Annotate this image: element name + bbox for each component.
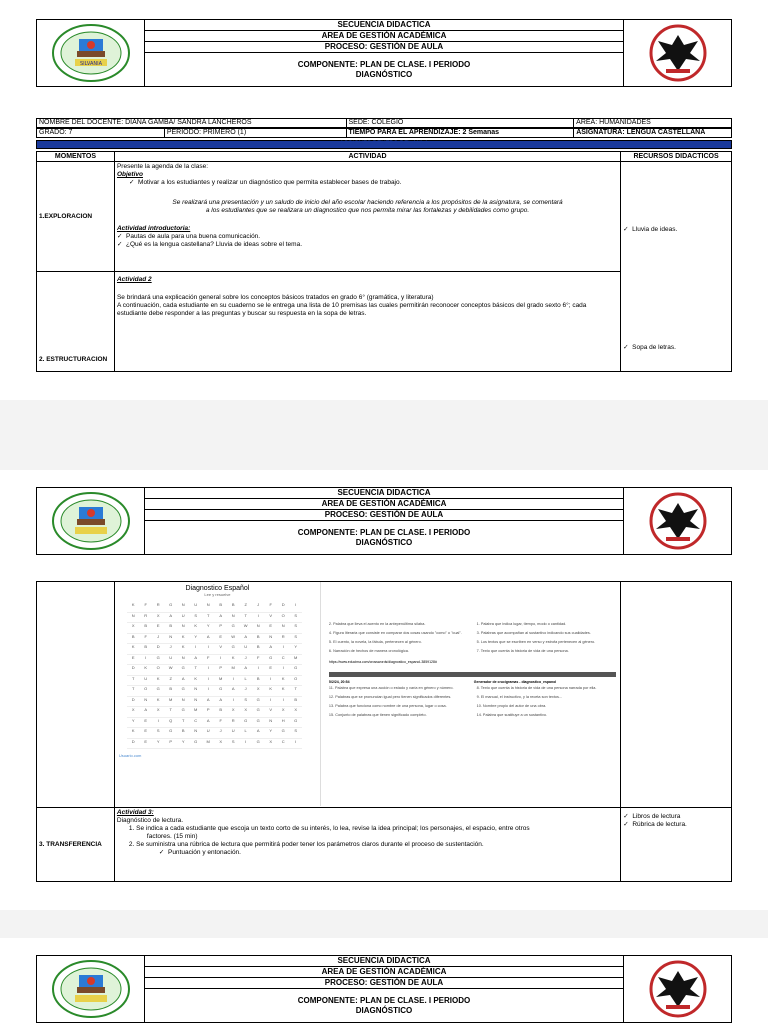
- activity-table-2: [36, 581, 732, 882]
- grid-letter: C: [277, 739, 290, 750]
- grid-letter: X: [264, 739, 277, 750]
- grid-letter: X: [277, 707, 290, 718]
- grid-letter: X: [214, 739, 227, 750]
- col-momentos: MOMENTOS: [37, 152, 115, 162]
- grid-letter: K: [177, 634, 190, 645]
- resources-3: ✓ Libros de lectura ✓ Rúbrica de lectura.: [621, 808, 732, 882]
- grid-row: [127, 739, 316, 750]
- teacher-name: NOMBRE DEL DOCENTE: DIANA GAMBA/ SANDRA LANCHEROS: [37, 119, 347, 128]
- activity-exploracion: Presente la agenda de la clase: Objetivo ✓ Motivar a los estudiantes y realizar un diagnóstico que permita establecer bases de trabajo. Se realizará una presentación y un saludo de inicio del año escolar haciendo referencia a los propósitos de la asignatura, se comentará a los estudiantes que se realizara un diagnostico que nos permita mirar las fortalezas y debilidades como grupo. Actividad introductoria: ✓ Pautas de aula para una buena comunicación. ✓ ¿Qué es la lengua castellana? Lluvia de ideas sobre el tema.: [114, 162, 620, 272]
- clue-item: 15. Conjunto de palabras que tienen significado completo.: [328, 713, 427, 717]
- grid-letter: B: [252, 634, 265, 645]
- grid-letter: W: [164, 665, 177, 676]
- grid-letter: P: [202, 707, 215, 718]
- grid-letter: F: [264, 602, 277, 613]
- grid-letter: M: [214, 676, 227, 687]
- clue-item: 11. Palabra que expresa una acción o estado y varía en género y número.: [328, 686, 454, 690]
- grid-letter: G: [177, 686, 190, 697]
- grid-letter: R: [139, 613, 152, 624]
- grid-letter: D: [127, 665, 140, 676]
- grid-letter: G: [152, 686, 165, 697]
- grid-letter: N: [177, 655, 190, 666]
- grid-letter: Y: [264, 728, 277, 739]
- grid-letter: E: [127, 655, 140, 666]
- period: PERIODO: PRIMERO (1): [164, 129, 346, 138]
- grid-letter: X: [227, 707, 240, 718]
- grid-letter: U: [227, 728, 240, 739]
- grid-letter: N: [164, 634, 177, 645]
- crossword-url[interactable]: https://www.educima.com/crosswords/diagnostico_espanol-3859128#: [328, 660, 437, 664]
- col-actividad: ACTIVIDAD: [114, 152, 620, 162]
- school-logo: [37, 20, 145, 86]
- grid-letter: E: [264, 623, 277, 634]
- grid-letter: N: [189, 686, 202, 697]
- grid-letter: O: [289, 676, 302, 687]
- grid-letter: G: [189, 739, 202, 750]
- grid-letter: T: [189, 665, 202, 676]
- header-process: PROCESO: GESTIÓN DE AULA: [145, 978, 623, 989]
- grid-letter: A: [202, 634, 215, 645]
- col-recursos: RECURSOS DIDACTICOS: [621, 152, 732, 162]
- grid-letter: W: [239, 623, 252, 634]
- letter-grid: [127, 602, 316, 749]
- learning-time: TIEMPO PARA EL APRENDIZAJE: 2 Semanas: [346, 129, 574, 138]
- grid-letter: N: [264, 634, 277, 645]
- school-logo: [37, 956, 145, 1022]
- grid-row: [127, 707, 316, 718]
- grid-row: [127, 602, 316, 613]
- grid-letter: S: [189, 613, 202, 624]
- grid-letter: F: [139, 634, 152, 645]
- grid-letter: Y: [127, 718, 140, 729]
- header-title: SECUENCIA DIDACTICA: [145, 20, 623, 31]
- grid-row: [127, 613, 316, 624]
- grid-letter: Y: [177, 739, 190, 750]
- header-process: PROCESO: GESTIÓN DE AULA: [145, 510, 623, 521]
- word-search-image: [114, 582, 620, 808]
- grid-letter: P: [164, 739, 177, 750]
- grid-letter: P: [214, 623, 227, 634]
- grid-letter: X: [252, 686, 265, 697]
- grid-letter: A: [252, 728, 265, 739]
- grid-letter: X: [152, 613, 165, 624]
- grid-letter: I: [202, 686, 215, 697]
- grid-letter: S: [227, 739, 240, 750]
- word-search-title: Diagnostico Español: [185, 585, 250, 592]
- grid-letter: I: [264, 697, 277, 708]
- grid-letter: K: [127, 602, 140, 613]
- grid-letter: X: [239, 707, 252, 718]
- coat-of-arms-logo: [623, 20, 731, 86]
- grid-letter: L: [239, 728, 252, 739]
- grid-letter: G: [177, 665, 190, 676]
- grid-letter: Q: [164, 718, 177, 729]
- clue-item: 14. Palabra que sustituye a un sustantivo.: [476, 713, 548, 717]
- grid-letter: I: [189, 644, 202, 655]
- grid-letter: G: [252, 707, 265, 718]
- grid-letter: M: [202, 739, 215, 750]
- header-diagnostic: DIAGNÓSTICO: [355, 69, 413, 79]
- grid-letter: C: [277, 655, 290, 666]
- grid-letter: E: [264, 665, 277, 676]
- print-generator: Generador de crucigramas - diagnostico_espanol: [473, 680, 557, 684]
- grid-letter: V: [264, 613, 277, 624]
- grid-letter: C: [189, 718, 202, 729]
- grid-letter: N: [264, 718, 277, 729]
- grid-row: [127, 634, 316, 645]
- grid-letter: B: [164, 623, 177, 634]
- grid-row: [127, 676, 316, 687]
- grid-letter: I: [252, 665, 265, 676]
- activity-transferencia: Actividad 3: Diagnóstico de lectura. 1. Se indica a cada estudiante que escoja un texto corto de su interés, lo lea, revise la idea principal; los personajes, el espacio, entre otros factores. (15 min) 2. Se suministra una rúbrica de lectura que permitirá poder tener los parámetros claros durante el proceso de sustentación. ✓ Puntuación y entonación.: [114, 808, 620, 882]
- grid-letter: P: [214, 665, 227, 676]
- grid-row: [127, 728, 316, 739]
- grid-letter: K: [277, 676, 290, 687]
- grid-letter: O: [277, 613, 290, 624]
- grid-letter: U: [177, 613, 190, 624]
- clue-item: 5. Los textos que se escriben en verso y estrofa pertenecen al género.: [476, 640, 596, 644]
- objective-heading: Objetivo: [116, 171, 143, 178]
- clue-item: 12. Palabras que se pronuncian igual pero tienen significados diferentes.: [328, 695, 452, 699]
- grid-letter: G: [227, 644, 240, 655]
- clue-item: 5. El cuento, la novela, la fábula, pertenecen al género.: [328, 640, 422, 644]
- grid-letter: T: [239, 613, 252, 624]
- grid-letter: A: [202, 718, 215, 729]
- coat-of-arms-logo: [623, 488, 731, 554]
- clue-item: 9. El manual, el instructivo, y la receta son textos...: [476, 695, 563, 699]
- grid-letter: I: [202, 676, 215, 687]
- grid-letter: A: [164, 613, 177, 624]
- grid-letter: A: [227, 686, 240, 697]
- grid-letter: J: [239, 686, 252, 697]
- grid-letter: G: [252, 697, 265, 708]
- grid-letter: A: [214, 697, 227, 708]
- grid-letter: S: [289, 613, 302, 624]
- grid-letter: M: [289, 655, 302, 666]
- grid-letter: E: [139, 728, 152, 739]
- grid-letter: I: [277, 644, 290, 655]
- grid-letter: B: [289, 697, 302, 708]
- grid-letter: G: [164, 602, 177, 613]
- grid-letter: I: [277, 697, 290, 708]
- grid-letter: I: [289, 739, 302, 750]
- grid-letter: K: [277, 686, 290, 697]
- clue-item: 10. Nombre propio del autor de una obra.: [476, 704, 547, 708]
- source-link[interactable]: Usuario.com: [118, 753, 142, 758]
- page-divider: [329, 672, 616, 677]
- grid-letter: M: [164, 697, 177, 708]
- grid-letter: X: [152, 707, 165, 718]
- clue-item: 2. Palabra que lleva el acento en la antepenúltima sílaba.: [328, 622, 426, 626]
- grid-letter: U: [139, 676, 152, 687]
- grid-letter: T: [127, 686, 140, 697]
- grid-letter: N: [177, 602, 190, 613]
- activity-table-1: [36, 151, 732, 372]
- header-diagnostic: DIAGNÓSTICO: [355, 1005, 413, 1015]
- grid-letter: W: [227, 634, 240, 645]
- clue-item: 13. Palabra que funciona como nombre de una persona, lugar o cosa.: [328, 704, 447, 708]
- grid-letter: G: [277, 728, 290, 739]
- grid-letter: B: [139, 623, 152, 634]
- grid-letter: Z: [239, 602, 252, 613]
- grid-letter: S: [289, 623, 302, 634]
- grid-letter: G: [264, 655, 277, 666]
- grid-letter: V: [264, 707, 277, 718]
- clue-item: 6. Narración de hechos de manera cronológica.: [328, 649, 409, 653]
- grid-letter: I: [227, 697, 240, 708]
- clue-item: 7. Texto que cuenta la historia de vida de una persona.: [476, 649, 569, 653]
- grid-letter: I: [202, 644, 215, 655]
- grid-letter: A: [177, 676, 190, 687]
- grid-letter: X: [127, 623, 140, 634]
- grid-letter: U: [239, 644, 252, 655]
- grid-letter: B: [252, 676, 265, 687]
- grid-letter: N: [202, 602, 215, 613]
- grid-letter: N: [139, 697, 152, 708]
- grid-letter: B: [214, 602, 227, 613]
- grid-letter: N: [177, 697, 190, 708]
- coat-of-arms-logo: [623, 956, 731, 1022]
- grid-letter: I: [239, 739, 252, 750]
- header-title: SECUENCIA DIDACTICA: [145, 956, 623, 967]
- grid-letter: O: [139, 686, 152, 697]
- grid-row: [127, 697, 316, 708]
- grid-letter: M: [189, 707, 202, 718]
- moment-transferencia: 3. TRANSFERENCIA: [37, 808, 115, 882]
- grid-letter: E: [139, 739, 152, 750]
- grid-letter: F: [252, 655, 265, 666]
- grid-letter: N: [189, 728, 202, 739]
- grid-letter: Y: [289, 644, 302, 655]
- resources-1: ✓ Lluvia de ideas. ✓ Sopa de letras.: [621, 162, 732, 372]
- grid-letter: K: [177, 644, 190, 655]
- grid-letter: E: [214, 634, 227, 645]
- grid-letter: A: [214, 613, 227, 624]
- grid-letter: F: [214, 718, 227, 729]
- grid-letter: D: [152, 644, 165, 655]
- grid-letter: F: [202, 655, 215, 666]
- grid-letter: J: [239, 655, 252, 666]
- grid-letter: Y: [152, 739, 165, 750]
- moment-exploracion: 1.EXPLORACION: [37, 162, 115, 272]
- document-header-3: [36, 955, 732, 1023]
- grid-letter: T: [202, 613, 215, 624]
- grid-letter: J: [164, 644, 177, 655]
- grid-letter: B: [139, 644, 152, 655]
- grid-letter: N: [127, 613, 140, 624]
- school-logo: [37, 488, 145, 554]
- grid-letter: E: [139, 718, 152, 729]
- grid-letter: J: [214, 728, 227, 739]
- grid-letter: B: [227, 602, 240, 613]
- grid-letter: U: [189, 602, 202, 613]
- grid-letter: T: [164, 707, 177, 718]
- grid-letter: K: [264, 686, 277, 697]
- grid-letter: K: [152, 676, 165, 687]
- grade: GRADO: 7: [37, 129, 165, 138]
- grid-letter: G: [227, 623, 240, 634]
- grid-letter: B: [177, 728, 190, 739]
- grid-letter: K: [127, 728, 140, 739]
- activity-2-heading: Actividad 2: [116, 276, 152, 283]
- grid-letter: V: [214, 644, 227, 655]
- grid-letter: L: [239, 676, 252, 687]
- intro-activity-heading: Actividad introductoria:: [116, 225, 191, 232]
- grid-letter: U: [164, 655, 177, 666]
- grid-letter: T: [289, 686, 302, 697]
- grid-letter: K: [139, 665, 152, 676]
- grid-letter: T: [177, 718, 190, 729]
- grid-row: [127, 644, 316, 655]
- grid-letter: A: [239, 634, 252, 645]
- header-diagnostic: DIAGNÓSTICO: [355, 537, 413, 547]
- header-component: COMPONENTE: PLAN DE CLASE. I PERIODO: [297, 995, 471, 1005]
- grid-letter: R: [152, 602, 165, 613]
- grid-letter: G: [289, 718, 302, 729]
- header-process: PROCESO: GESTIÓN DE AULA: [145, 42, 623, 53]
- grid-letter: S: [289, 634, 302, 645]
- grid-row: [127, 623, 316, 634]
- grid-letter: S: [289, 728, 302, 739]
- clue-item: 8. Texto que cuenta la historia de vida de una persona narrada por ella.: [476, 686, 597, 690]
- grid-letter: R: [227, 718, 240, 729]
- grid-row: [127, 686, 316, 697]
- grid-letter: N: [189, 697, 202, 708]
- grid-letter: A: [264, 644, 277, 655]
- clue-item: 3. Palabras que acompañan al sustantivo indicando sus cualidades.: [476, 631, 591, 635]
- grid-letter: Y: [189, 634, 202, 645]
- grid-letter: R: [277, 634, 290, 645]
- info-table: [36, 118, 732, 128]
- grid-letter: I: [214, 655, 227, 666]
- grid-row: [127, 718, 316, 729]
- grid-letter: I: [139, 655, 152, 666]
- grid-letter: G: [252, 718, 265, 729]
- grid-letter: A: [139, 707, 152, 718]
- document-header-1: [36, 19, 732, 87]
- header-area: AREA DE GESTIÓN ACADÉMICA: [145, 499, 623, 510]
- grid-letter: F: [139, 602, 152, 613]
- grid-letter: Z: [164, 676, 177, 687]
- clue-item: 1. Palabra que indica lugar, tiempo, modo o cantidad.: [476, 622, 567, 626]
- print-date: 5/2/24, 20:54: [328, 680, 350, 684]
- grid-letter: B: [214, 707, 227, 718]
- grid-letter: I: [264, 676, 277, 687]
- grid-letter: A: [202, 697, 215, 708]
- grid-letter: K: [152, 697, 165, 708]
- grid-letter: B: [252, 644, 265, 655]
- grid-letter: G: [214, 686, 227, 697]
- area: AREA: HUMANIDADES: [574, 119, 732, 128]
- grid-letter: I: [252, 613, 265, 624]
- grid-letter: S: [152, 728, 165, 739]
- grid-letter: T: [127, 676, 140, 687]
- section-bar: ACCIONES DENTRO DEL AULA: [36, 140, 732, 149]
- grid-letter: E: [152, 623, 165, 634]
- campus: SEDE: COLEGIO: [346, 119, 574, 128]
- grid-letter: K: [189, 623, 202, 634]
- grid-letter: N: [252, 623, 265, 634]
- grid-letter: X: [127, 707, 140, 718]
- word-search-panel: [115, 582, 321, 806]
- grid-letter: M: [227, 665, 240, 676]
- moment-estructuracion: 2. ESTRUCTURACION: [37, 272, 115, 372]
- grid-letter: G: [239, 718, 252, 729]
- grid-row: [127, 655, 316, 666]
- grid-letter: Y: [202, 623, 215, 634]
- grid-letter: B: [127, 634, 140, 645]
- grid-letter: I: [152, 718, 165, 729]
- grid-letter: K: [127, 644, 140, 655]
- header-component: COMPONENTE: PLAN DE CLASE. I PERIODO: [297, 527, 471, 537]
- grid-letter: J: [152, 634, 165, 645]
- grid-letter: I: [289, 602, 302, 613]
- info-table-2: [36, 128, 732, 138]
- grid-letter: N: [277, 623, 290, 634]
- grid-letter: J: [252, 602, 265, 613]
- clue-item: 4. Figura literaria que consiste en comparar dos cosas usando "como" o "cual".: [328, 631, 462, 635]
- grid-letter: G: [152, 655, 165, 666]
- activity-estructuracion: Actividad 2 Se brindará una explicación general sobre los conceptos básicos tratados en grado 6° (gramática, y literatura) A continuación, cada estudiante en su cuaderno se le entrega una lista de 10 premisas las cuales permitirán reconocer conceptos básicos del grado sexto 6°; cada estudiante debe responder a las preguntas y buscar su respuesta en la sopa de letras.: [114, 272, 620, 372]
- header-component: COMPONENTE: PLAN DE CLASE. I PERIODO: [297, 59, 471, 69]
- grid-letter: I: [202, 665, 215, 676]
- grid-letter: H: [277, 718, 290, 729]
- grid-letter: I: [277, 665, 290, 676]
- grid-letter: K: [189, 676, 202, 687]
- svg-text:SILVANIA: SILVANIA: [79, 61, 102, 67]
- grid-letter: N: [227, 613, 240, 624]
- crossword-panel: [321, 582, 620, 806]
- grid-letter: N: [177, 623, 190, 634]
- grid-letter: O: [152, 665, 165, 676]
- header-area: AREA DE GESTIÓN ACADÉMICA: [145, 967, 623, 978]
- grid-letter: D: [127, 739, 140, 750]
- activity-3-heading: Actividad 3:: [116, 809, 154, 816]
- grid-letter: A: [189, 655, 202, 666]
- grid-letter: G: [177, 707, 190, 718]
- grid-letter: A: [239, 665, 252, 676]
- grid-letter: I: [227, 676, 240, 687]
- grid-letter: G: [289, 665, 302, 676]
- grid-row: [127, 665, 316, 676]
- word-search-subtitle: Lee y resuelve: [204, 592, 231, 597]
- grid-letter: D: [277, 602, 290, 613]
- document-header-2: [36, 487, 732, 555]
- grid-letter: G: [252, 739, 265, 750]
- grid-letter: X: [289, 707, 302, 718]
- grid-letter: S: [239, 697, 252, 708]
- grid-letter: G: [164, 728, 177, 739]
- header-area: AREA DE GESTIÓN ACADÉMICA: [145, 31, 623, 42]
- grid-letter: D: [127, 697, 140, 708]
- grid-letter: K: [227, 655, 240, 666]
- grid-letter: B: [164, 686, 177, 697]
- grid-letter: U: [202, 728, 215, 739]
- header-title: SECUENCIA DIDACTICA: [145, 488, 623, 499]
- subject: ASIGNATURA: LENGUA CASTELLANA: [574, 129, 732, 138]
